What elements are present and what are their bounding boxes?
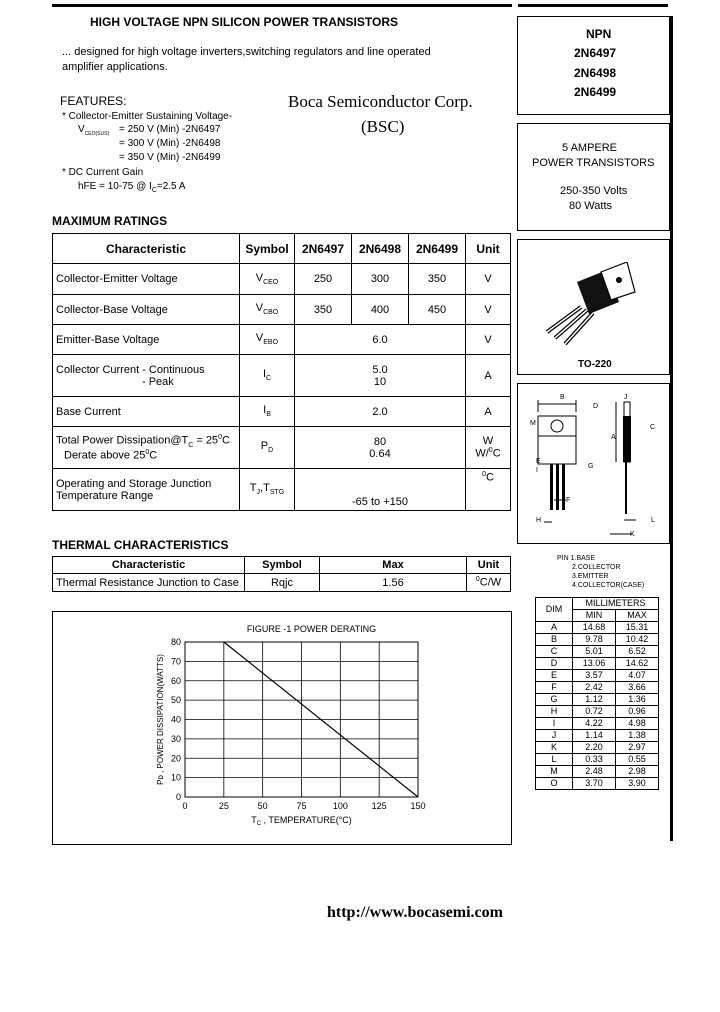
dims-row: [536, 694, 659, 706]
dims-row: [536, 622, 659, 634]
y-tick-label: 80: [170, 637, 181, 647]
dim-label-c: C: [650, 424, 656, 431]
dims-cell-dim: E: [536, 670, 573, 682]
dims-cell-max: 3.66: [615, 682, 658, 694]
tj-sym1: T: [249, 482, 257, 495]
dims-cell-min: 2.42: [573, 682, 616, 694]
dim-label-m: M: [530, 420, 536, 427]
pd-unit-2a: W/: [475, 447, 489, 460]
feature-v3: = 350 V (Min) -2N6499: [119, 152, 221, 163]
x-axis-label: [251, 815, 352, 827]
feature-vceo-symbol: [78, 124, 109, 137]
dims-cell-min: 13.06: [573, 658, 616, 670]
company-abbr: (BSC): [361, 117, 405, 136]
dim-label-g: G: [588, 463, 594, 470]
y-tick-label: 30: [170, 733, 181, 744]
top-rule: [52, 4, 512, 7]
x-tick-label: 25: [218, 801, 229, 811]
dims-cell-dim: B: [536, 634, 573, 646]
doc-title: HIGH VOLTAGE NPN SILICON POWER TRANSISTORS: [90, 15, 399, 29]
ic-unit: A: [466, 355, 511, 397]
pd-values: [295, 427, 466, 469]
tj-symbol: [240, 469, 295, 511]
dims-row: [536, 682, 659, 694]
dim-label-e: E: [536, 458, 541, 465]
ib-symsub: B: [266, 411, 271, 419]
row-vebo: [53, 325, 511, 355]
dims-cell-dim: H: [536, 706, 573, 718]
thermal-unit: [467, 574, 511, 592]
dims-cell-max: 15.31: [615, 622, 658, 634]
pd-name-1sub: C: [188, 441, 194, 449]
dims-header-min: MIN: [573, 610, 616, 622]
dims-row: [536, 646, 659, 658]
row-vceo: [53, 264, 511, 295]
thermal-title: THERMAL CHARACTERISTICS: [52, 538, 229, 552]
to220-package-drawing: [535, 262, 645, 352]
vcbo-symsub: CBO: [263, 309, 279, 317]
pin-4: 4.COLLECTOR(CASE): [572, 582, 645, 589]
vceo-sub: CEO(SUS): [84, 131, 110, 137]
header-symbol: Symbol: [240, 234, 295, 264]
y-tick-label: 70: [170, 656, 181, 667]
ic-values: [295, 355, 466, 397]
dims-header-row-1: [536, 598, 659, 610]
feature-hfe: [78, 181, 186, 194]
tj-unit: [466, 469, 511, 511]
right-side-rule: [670, 16, 673, 841]
vcbo-2n6498: 400: [352, 295, 409, 325]
dimensions-table: [535, 597, 659, 790]
tj-sub1: J: [256, 489, 261, 497]
dims-body: [536, 622, 659, 790]
ic-symbol: [240, 355, 295, 397]
dims-cell-max: 0.55: [615, 754, 658, 766]
dim-label-i: I: [536, 467, 538, 474]
dims-row: [536, 766, 659, 778]
dims-cell-dim: J: [536, 730, 573, 742]
part-2n6499: 2N6499: [574, 85, 617, 99]
row-ic: [53, 355, 511, 397]
pd-name: [53, 427, 240, 469]
power-derating-chart: [52, 611, 512, 845]
dims-row: [536, 742, 659, 754]
dims-header-mm: MILLIMETERS: [573, 598, 659, 610]
ic-name-2: - Peak: [142, 375, 174, 388]
vcbo-sym: V: [255, 302, 264, 315]
dims-row: [536, 658, 659, 670]
thermal-header-unit: Unit: [467, 557, 511, 574]
spec-type: POWER TRANSISTORS: [532, 157, 655, 169]
header-2n6499: 2N6499: [409, 234, 466, 264]
dims-cell-max: 1.38: [615, 730, 658, 742]
tj-name: [53, 469, 240, 511]
pd-unit: [466, 427, 511, 469]
tj-name-2: Temperature Range: [56, 489, 154, 502]
header-unit: Unit: [466, 234, 511, 264]
pd-name-1c: C: [221, 434, 230, 447]
dim-label-l: L: [651, 517, 655, 524]
dims-row: [536, 718, 659, 730]
dims-cell-max: 2.98: [615, 766, 658, 778]
dims-row: [536, 706, 659, 718]
max-ratings-table: [52, 233, 511, 511]
pd-unit-1: W: [482, 435, 494, 448]
y-tick-label: 0: [175, 792, 181, 802]
pd-symsub: D: [268, 447, 274, 455]
ic-symsub: C: [266, 375, 272, 383]
vceo-2n6498: 300: [352, 264, 409, 295]
pd-name-2: [56, 449, 236, 462]
dims-cell-max: 14.62: [615, 658, 658, 670]
dims-cell-min: 14.68: [573, 622, 616, 634]
dim-label-d: D: [593, 403, 599, 410]
pd-name-2sup: 0: [145, 448, 150, 456]
dims-cell-dim: O: [536, 778, 573, 790]
vebo-unit: V: [466, 325, 511, 355]
part-2n6498: 2N6498: [574, 66, 617, 80]
thermal-header-symbol: Symbol: [245, 557, 320, 574]
dims-cell-dim: C: [536, 646, 573, 658]
dims-row: [536, 670, 659, 682]
vebo-symbol: [240, 325, 295, 355]
tj-sub2: STG: [269, 489, 285, 497]
tj-unit-sup: 0: [482, 471, 486, 478]
y-axis-label: Pᴅ , POWER DISSIPATION(WATTS): [156, 654, 165, 785]
vceo-symbol: [240, 264, 295, 295]
vceo-v: V: [78, 124, 85, 135]
row-vcbo: [53, 295, 511, 325]
x-tick-label: 150: [410, 801, 426, 811]
dims-cell-dim: L: [536, 754, 573, 766]
pd-symbol: [240, 427, 295, 469]
x-tick-label: 0: [182, 801, 188, 811]
vceo-unit: V: [466, 264, 511, 295]
pin-2: 2.COLLECTOR: [572, 564, 621, 571]
thermal-max: 1.56: [320, 574, 467, 592]
feature-v2: = 300 V (Min) -2N6498: [119, 138, 221, 149]
y-tick-label: 50: [170, 695, 181, 706]
part-type: NPN: [586, 27, 612, 41]
package-label: TO-220: [578, 359, 612, 370]
pd-unit-2b: C: [492, 447, 501, 460]
dims-cell-max: 4.98: [615, 718, 658, 730]
x-tick-label: 100: [332, 801, 348, 811]
vceo-name: Collector-Emitter Voltage: [53, 264, 240, 295]
pd-name-1sup: 0: [218, 433, 222, 441]
pd-name-1: [56, 434, 236, 449]
x-tick-label: 75: [296, 801, 307, 811]
dims-row: [536, 634, 659, 646]
vcbo-name: Collector-Base Voltage: [53, 295, 240, 325]
pd-unit-2sup: 0: [488, 447, 493, 455]
thermal-header-row: [53, 557, 511, 574]
dims-cell-dim: G: [536, 694, 573, 706]
vceo-2n6497: 250: [295, 264, 352, 295]
ib-symbol: [240, 397, 295, 427]
pd-name-2b: C: [149, 449, 158, 462]
dim-label-b: B: [560, 394, 565, 401]
vceo-symsub: CEO: [263, 279, 279, 287]
dims-cell-max: 0.96: [615, 706, 658, 718]
dims-cell-min: 0.72: [573, 706, 616, 718]
dims-cell-min: 2.20: [573, 742, 616, 754]
part-2n6497: 2N6497: [574, 46, 617, 60]
pd-sym: P: [260, 440, 269, 453]
row-pd: [53, 427, 511, 469]
vcbo-2n6499: 450: [409, 295, 466, 325]
dims-cell-dim: A: [536, 622, 573, 634]
vebo-symsub: EBO: [263, 339, 279, 347]
footer-url[interactable]: http://www.bocasemi.com: [327, 904, 503, 921]
description-line-2: amplifier applications.: [62, 61, 168, 73]
vcbo-unit: V: [466, 295, 511, 325]
thermal-name: Thermal Resistance Junction to Case: [53, 574, 245, 592]
max-ratings-title: MAXIMUM RATINGS: [52, 214, 168, 228]
dims-header-max: MAX: [615, 610, 658, 622]
ib-sym: I: [263, 404, 267, 417]
pd-name-2a: Derate above 25: [64, 449, 146, 462]
vebo-name: Emitter-Base Voltage: [53, 325, 240, 355]
dims-cell-max: 4.07: [615, 670, 658, 682]
ic-continuous: 5.0: [372, 363, 388, 376]
header-2n6497: 2N6497: [295, 234, 352, 264]
dims-cell-max: 6.52: [615, 646, 658, 658]
company-name: Boca Semiconductor Corp.: [288, 92, 473, 111]
x-tick-label: 50: [257, 801, 268, 811]
dims-cell-dim: M: [536, 766, 573, 778]
x-axis-label-a: T: [251, 815, 257, 825]
ic-peak: 10: [373, 375, 387, 388]
dims-row: [536, 754, 659, 766]
vebo-sym: V: [255, 332, 264, 345]
x-tick-label: 125: [371, 801, 387, 811]
dims-row: [536, 778, 659, 790]
tj-value: -65 to +150: [295, 469, 466, 511]
dim-label-k: K: [630, 531, 635, 538]
dim-label-a: A: [611, 434, 616, 441]
vcbo-2n6497: 350: [295, 295, 352, 325]
tj-unit-c: C: [485, 471, 494, 484]
header-2n6498: 2N6498: [352, 234, 409, 264]
x-axis-label-b: , TEMPERATURE(°C): [261, 815, 352, 825]
dims-cell-dim: D: [536, 658, 573, 670]
thermal-row: [53, 574, 511, 592]
ic-name: [53, 355, 240, 397]
pd-name-1a: Total Power Dissipation@T: [56, 434, 189, 447]
tj-name-1: Operating and Storage Junction: [56, 477, 212, 490]
y-tick-label: 10: [170, 772, 181, 783]
dims-cell-min: 0.33: [573, 754, 616, 766]
spec-watts: 80 Watts: [569, 200, 612, 212]
vebo-value: 6.0: [295, 325, 466, 355]
thermal-symbol: Rqjc: [245, 574, 320, 592]
dims-cell-max: 2.97: [615, 742, 658, 754]
hfe-sub: C: [151, 187, 157, 194]
dims-cell-max: 1.36: [615, 694, 658, 706]
dim-label-j: J: [624, 394, 628, 401]
ic-name-1: Collector Current - Continuous: [56, 363, 205, 376]
ib-value: 2.0: [295, 397, 466, 427]
feature-voltage: * Collector-Emitter Sustaining Voltage-: [62, 111, 233, 122]
thermal-unit-sup: 0: [475, 576, 480, 584]
dims-header-dim: DIM: [536, 598, 573, 622]
pd-watts: 80: [373, 435, 387, 448]
vcbo-symbol: [240, 295, 295, 325]
spec-box: [517, 123, 670, 231]
spec-current: 5 AMPERE: [562, 142, 618, 154]
ib-name: Base Current: [53, 397, 240, 427]
pin-3: 3.EMITTER: [572, 573, 609, 580]
row-ib: [53, 397, 511, 427]
thermal-header-max: Max: [320, 557, 467, 574]
header-characteristic: Characteristic: [53, 234, 240, 264]
dims-cell-min: 3.57: [573, 670, 616, 682]
dims-cell-dim: F: [536, 682, 573, 694]
dims-cell-min: 2.48: [573, 766, 616, 778]
thermal-header-characteristic: Characteristic: [53, 557, 245, 574]
dims-cell-min: 1.12: [573, 694, 616, 706]
dims-cell-max: 10.42: [615, 634, 658, 646]
vceo-2n6499: 350: [409, 264, 466, 295]
dims-cell-min: 1.14: [573, 730, 616, 742]
dims-cell-min: 4.22: [573, 718, 616, 730]
feature-gain: * DC Current Gain: [62, 167, 144, 178]
features-title: FEATURES:: [60, 94, 127, 108]
y-tick-label: 60: [170, 675, 181, 686]
dim-label-h: H: [536, 517, 542, 524]
ic-sym: I: [262, 368, 266, 381]
hfe-b: =2.5 A: [156, 181, 186, 192]
chart-title: FIGURE -1 POWER DERATING: [246, 624, 377, 634]
spec-volts: 250-350 Volts: [560, 185, 628, 197]
vceo-sym: V: [255, 271, 264, 284]
dims-row: [536, 730, 659, 742]
feature-v1: = 250 V (Min) -2N6497: [119, 124, 221, 135]
pd-name-1b: = 25: [193, 434, 219, 447]
ratings-header-row: [53, 234, 511, 264]
dims-cell-dim: I: [536, 718, 573, 730]
thermal-table: [52, 556, 511, 592]
dims-cell-min: 3.70: [573, 778, 616, 790]
pd-unit-2: [469, 447, 507, 460]
description-line-1: ... designed for high voltage inverters,switching regulators and line operated: [62, 46, 431, 58]
dims-cell-min: 9.78: [573, 634, 616, 646]
dims-cell-dim: K: [536, 742, 573, 754]
pin-1: PIN 1.BASE: [557, 555, 596, 562]
dim-label-f: F: [566, 497, 571, 504]
right-top-rule: [518, 4, 668, 7]
y-tick-label: 20: [170, 753, 181, 764]
dims-cell-max: 3.90: [615, 778, 658, 790]
dims-cell-min: 5.01: [573, 646, 616, 658]
x-axis-label-sub: C: [256, 821, 262, 827]
tj-sym2: ,T: [260, 482, 270, 495]
row-tj: [53, 469, 511, 511]
thermal-unit-text: C/W: [479, 576, 502, 589]
ib-unit: A: [466, 397, 511, 427]
pd-derate: 0.64: [369, 447, 391, 460]
y-tick-label: 40: [170, 714, 181, 725]
hfe-a: hFE = 10-75 @ I: [78, 181, 152, 192]
